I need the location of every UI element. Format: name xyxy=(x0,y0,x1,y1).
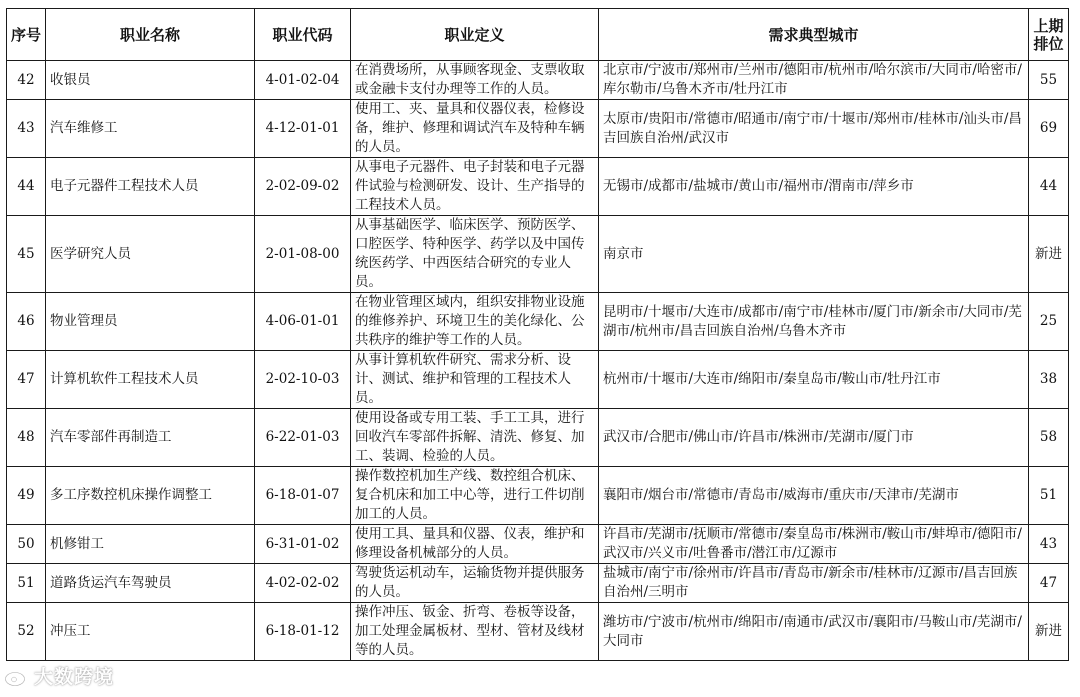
cell-occupation-definition: 使用工具、量具和仪器、仪表，维护和修理设备机械部分的人员。 xyxy=(351,525,599,564)
cell-occupation-name: 计算机软件工程技术人员 xyxy=(46,351,255,409)
cell-occupation-definition: 操作冲压、钣金、折弯、卷板等设备，加工处理金属板材、型材、管材及线材等的人员。 xyxy=(351,603,599,661)
table-row xyxy=(7,409,1069,467)
cell-demand-cities: 昆明市/十堰市/大连市/成都市/南宁市/桂林市/厦门市/新余市/大同市/芜湖市/杭州市/昌吉回族自治州/乌鲁木齐市 xyxy=(599,293,1029,351)
cell-occupation-definition: 在消费场所，从事顾客现金、支票收取或金融卡支付办理等工作的人员。 xyxy=(351,61,599,100)
cell-occupation-definition: 从事电子元器件、电子封装和电子元器件试验与检测研发、设计、生产指导的工程技术人员。 xyxy=(351,158,599,216)
cell-occupation-code: 6-18-01-12 xyxy=(255,603,351,661)
cell-last-rank: 44 xyxy=(1029,158,1069,216)
header-occupation-definition: 职业定义 xyxy=(351,9,599,61)
table-row xyxy=(7,467,1069,525)
cell-last-rank: 47 xyxy=(1029,564,1069,603)
cell-last-rank: 25 xyxy=(1029,293,1069,351)
cell-occupation-definition: 在物业管理区域内，组织安排物业设施的维修养护、环境卫生的美化绿化、公共秩序的维护等工作的人员。 xyxy=(351,293,599,351)
cell-occupation-code: 6-18-01-07 xyxy=(255,467,351,525)
watermark-text: 大数跨境 xyxy=(34,666,115,688)
cell-occupation-code: 4-06-01-01 xyxy=(255,293,351,351)
cell-occupation-code: 2-02-10-03 xyxy=(255,351,351,409)
cell-demand-cities: 襄阳市/烟台市/常德市/青岛市/威海市/重庆市/天津市/芜湖市 xyxy=(599,467,1029,525)
header-demand-cities: 需求典型城市 xyxy=(599,9,1029,61)
header-row xyxy=(7,9,1069,61)
cell-no: 46 xyxy=(7,293,46,351)
watermark xyxy=(4,662,114,689)
cell-no: 49 xyxy=(7,467,46,525)
cell-occupation-code: 2-02-09-02 xyxy=(255,158,351,216)
cell-occupation-name: 冲压工 xyxy=(46,603,255,661)
cell-no: 45 xyxy=(7,216,46,293)
cell-demand-cities: 许昌市/芜湖市/抚顺市/常德市/秦皇岛市/株洲市/鞍山市/蚌埠市/德阳市/武汉市/兴义市/吐鲁番市/潜江市/辽源市 xyxy=(599,525,1029,564)
cell-occupation-code: 2-01-08-00 xyxy=(255,216,351,293)
cell-occupation-name: 机修钳工 xyxy=(46,525,255,564)
cell-last-rank: 43 xyxy=(1029,525,1069,564)
cell-demand-cities: 潍坊市/宁波市/杭州市/绵阳市/南通市/武汉市/襄阳市/马鞍山市/芜湖市/大同市 xyxy=(599,603,1029,661)
cell-last-rank: 55 xyxy=(1029,61,1069,100)
cell-last-rank: 38 xyxy=(1029,351,1069,409)
cell-occupation-definition: 操作数控机加生产线、数控组合机床、复合机床和加工中心等，进行工件切削加工的人员。 xyxy=(351,467,599,525)
table-row xyxy=(7,158,1069,216)
cell-occupation-code: 4-01-02-04 xyxy=(255,61,351,100)
weibo-logo-icon xyxy=(4,665,30,687)
cell-no: 44 xyxy=(7,158,46,216)
cell-no: 43 xyxy=(7,100,46,158)
cell-occupation-name: 医学研究人员 xyxy=(46,216,255,293)
cell-no: 52 xyxy=(7,603,46,661)
cell-occupation-name: 多工序数控机床操作调整工 xyxy=(46,467,255,525)
cell-demand-cities: 盐城市/南宁市/徐州市/许昌市/青岛市/新余市/桂林市/辽源市/昌吉回族自治州/三明市 xyxy=(599,564,1029,603)
cell-occupation-name: 汽车维修工 xyxy=(46,100,255,158)
cell-occupation-name: 道路货运汽车驾驶员 xyxy=(46,564,255,603)
cell-occupation-code: 6-31-01-02 xyxy=(255,525,351,564)
cell-last-rank: 51 xyxy=(1029,467,1069,525)
header-occupation-code: 职业代码 xyxy=(255,9,351,61)
cell-last-rank: 69 xyxy=(1029,100,1069,158)
cell-last-rank: 新进 xyxy=(1029,216,1069,293)
table-header xyxy=(7,9,1069,61)
cell-demand-cities: 无锡市/成都市/盐城市/黄山市/福州市/渭南市/萍乡市 xyxy=(599,158,1029,216)
cell-last-rank: 58 xyxy=(1029,409,1069,467)
table-row xyxy=(7,61,1069,100)
header-no: 序号 xyxy=(7,9,46,61)
header-last-rank: 上期排位 xyxy=(1029,9,1069,61)
occupation-table xyxy=(6,8,1069,661)
cell-last-rank: 新进 xyxy=(1029,603,1069,661)
table-row xyxy=(7,216,1069,293)
cell-occupation-definition: 使用工、夹、量具和仪器仪表，检修设备，维护、修理和调试汽车及特种车辆的人员。 xyxy=(351,100,599,158)
cell-demand-cities: 太原市/贵阳市/常德市/昭通市/南宁市/十堰市/郑州市/桂林市/汕头市/昌吉回族自治州/武汉市 xyxy=(599,100,1029,158)
table-row xyxy=(7,525,1069,564)
table-row xyxy=(7,351,1069,409)
cell-demand-cities: 杭州市/十堰市/大连市/绵阳市/秦皇岛市/鞍山市/牡丹江市 xyxy=(599,351,1029,409)
cell-occupation-definition: 从事计算机软件研究、需求分析、设计、测试、维护和管理的工程技术人员。 xyxy=(351,351,599,409)
cell-no: 50 xyxy=(7,525,46,564)
table-row xyxy=(7,564,1069,603)
cell-no: 48 xyxy=(7,409,46,467)
cell-occupation-name: 电子元器件工程技术人员 xyxy=(46,158,255,216)
cell-occupation-code: 4-02-02-02 xyxy=(255,564,351,603)
cell-demand-cities: 北京市/宁波市/郑州市/兰州市/德阳市/杭州市/哈尔滨市/大同市/哈密市/库尔勒市/乌鲁木齐市/牡丹江市 xyxy=(599,61,1029,100)
cell-occupation-definition: 使用设备或专用工装、手工工具，进行回收汽车零部件拆解、清洗、修复、加工、装调、检验的人员。 xyxy=(351,409,599,467)
cell-no: 47 xyxy=(7,351,46,409)
header-occupation-name: 职业名称 xyxy=(46,9,255,61)
cell-occupation-definition: 从事基础医学、临床医学、预防医学、口腔医学、特种医学、药学以及中国传统医药学、中西医结合研究的专业人员。 xyxy=(351,216,599,293)
cell-occupation-definition: 驾驶货运机动车，运输货物并提供服务的人员。 xyxy=(351,564,599,603)
cell-occupation-name: 汽车零部件再制造工 xyxy=(46,409,255,467)
table-body xyxy=(7,61,1069,661)
table-row xyxy=(7,100,1069,158)
cell-occupation-code: 4-12-01-01 xyxy=(255,100,351,158)
cell-occupation-name: 收银员 xyxy=(46,61,255,100)
table-row xyxy=(7,603,1069,661)
cell-demand-cities: 南京市 xyxy=(599,216,1029,293)
table-row xyxy=(7,293,1069,351)
cell-occupation-code: 6-22-01-03 xyxy=(255,409,351,467)
cell-demand-cities: 武汉市/合肥市/佛山市/许昌市/株洲市/芜湖市/厦门市 xyxy=(599,409,1029,467)
cell-occupation-name: 物业管理员 xyxy=(46,293,255,351)
cell-no: 51 xyxy=(7,564,46,603)
cell-no: 42 xyxy=(7,61,46,100)
